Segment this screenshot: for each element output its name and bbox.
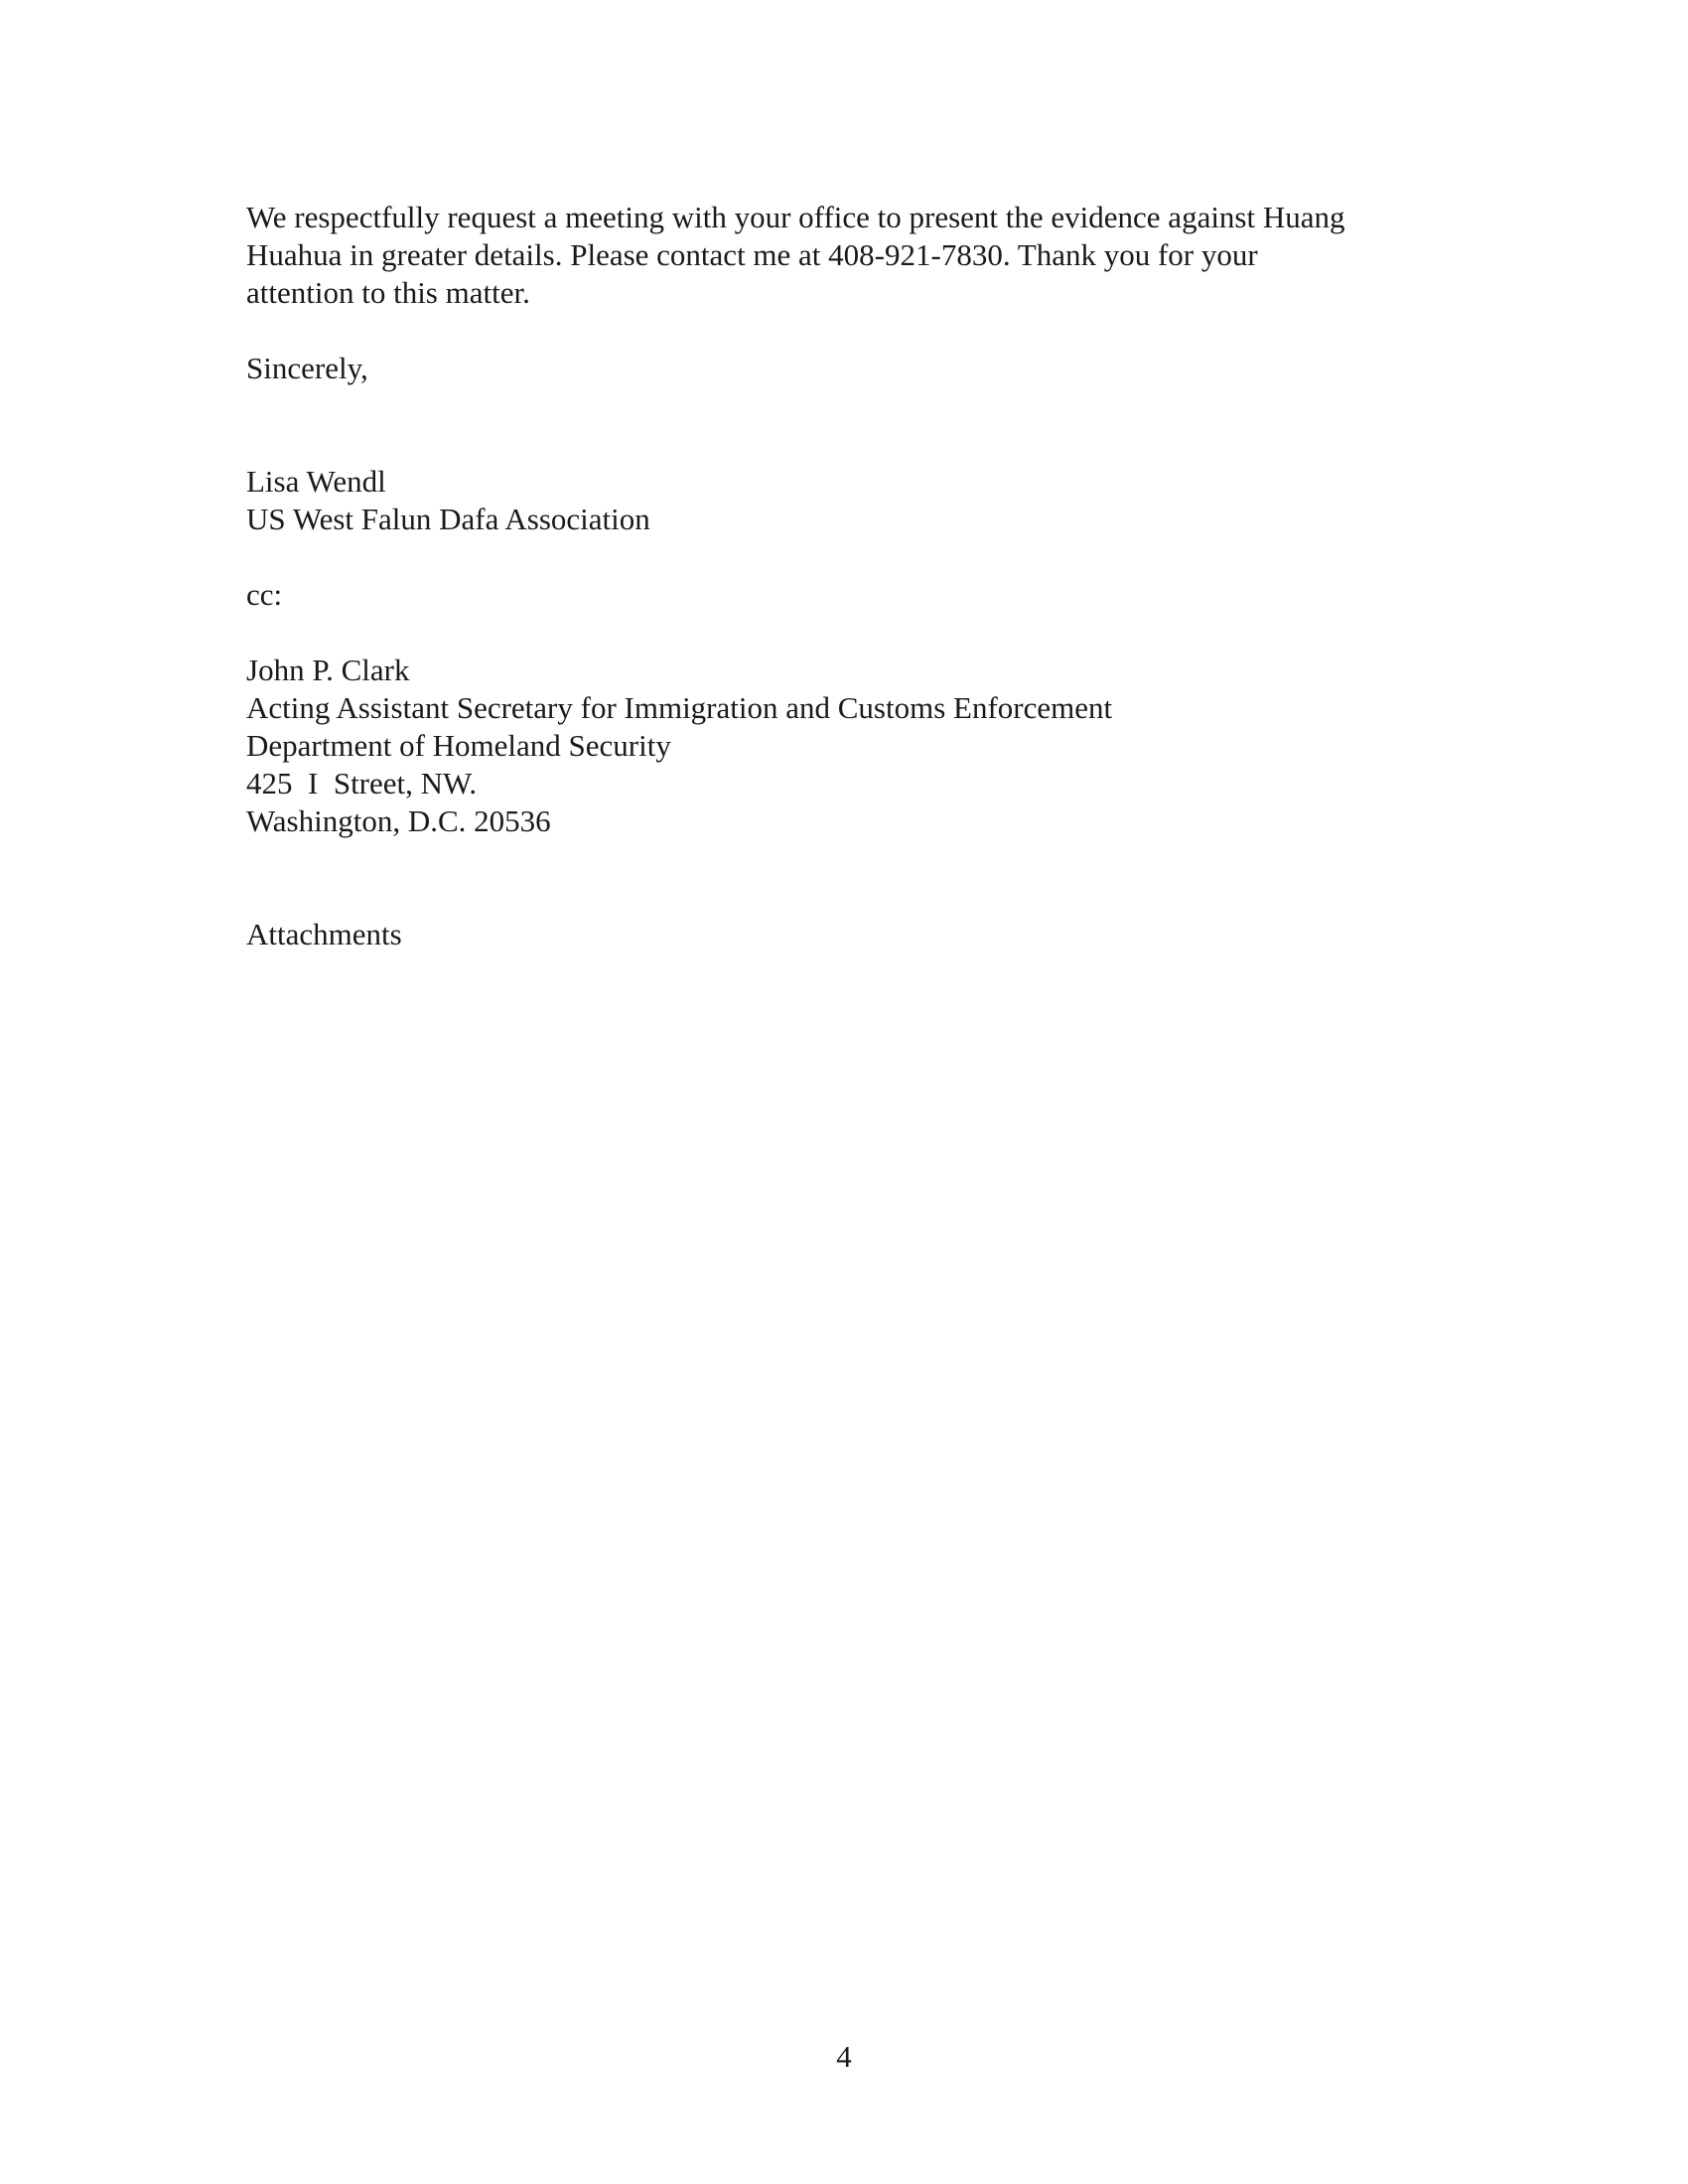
closing-salutation <box>246 350 368 387</box>
attachments-note <box>246 916 402 953</box>
paragraph-line: We respectfully request a meeting with your office to present the evidence against Huang <box>246 200 1345 234</box>
paragraph-line: attention to this matter. <box>246 275 530 310</box>
recipient-city: Washington, D.C. 20536 <box>246 803 551 838</box>
cc-label <box>246 576 282 614</box>
signature-block <box>246 463 650 538</box>
recipient-name: John P. Clark <box>246 653 410 687</box>
recipient-title: Acting Assistant Secretary for Immigration and Customs Enforcement <box>246 690 1113 725</box>
cc-recipient-address <box>246 652 1112 840</box>
attachments-text: Attachments <box>246 917 402 951</box>
signer-name: Lisa Wendl <box>246 464 386 499</box>
page-number: 4 <box>836 2039 852 2074</box>
cc-label-text: cc: <box>246 577 283 612</box>
paragraph-line: Huahua in greater details. Please contact me at 408-921-7830. Thank you for your <box>246 237 1258 272</box>
signer-organization: US West Falun Dafa Association <box>246 502 650 536</box>
recipient-department: Department of Homeland Security <box>246 728 671 763</box>
closing-text: Sincerely, <box>246 351 368 385</box>
recipient-street: 425 I Street, NW. <box>246 766 478 801</box>
request-paragraph <box>246 199 1345 312</box>
